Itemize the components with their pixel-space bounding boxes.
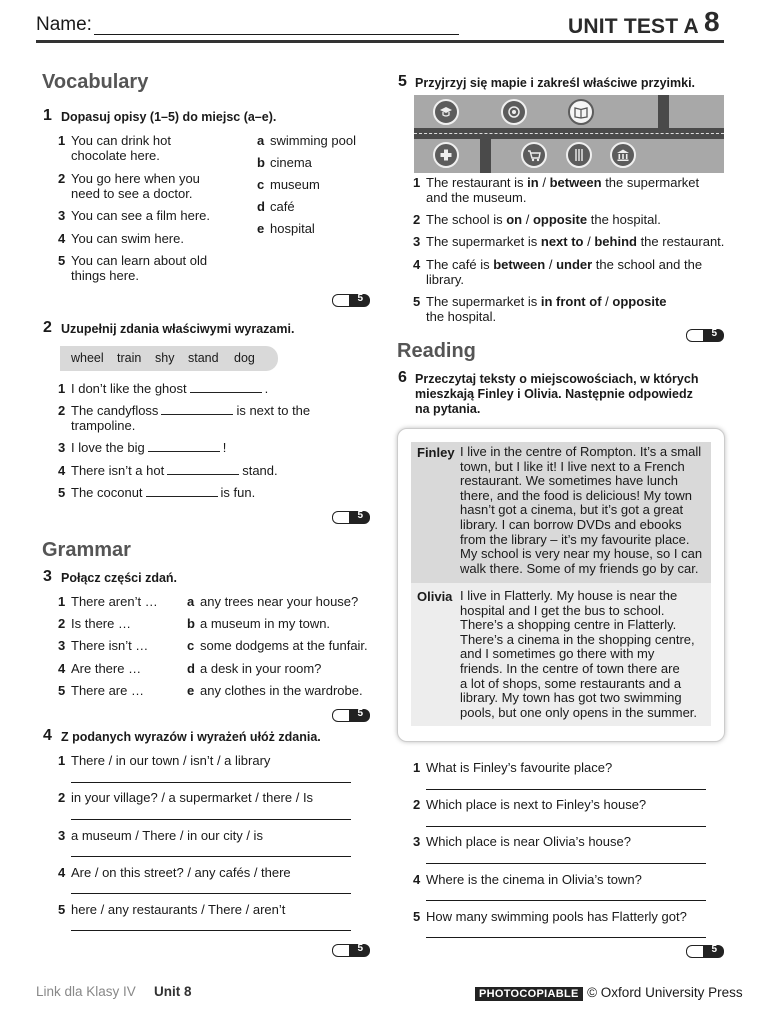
ex1-option: a swimming pool	[257, 133, 356, 148]
answer-line[interactable]	[426, 863, 706, 864]
preposition-choice[interactable]: next to	[540, 234, 584, 249]
ex1-option: c museum	[257, 177, 320, 192]
ex3-option: d a desk in your room?	[187, 661, 322, 676]
photocopiable-badge: PHOTOCOPIABLE	[475, 987, 583, 1001]
ex1-item: 2 You go here when you need to see a doctor.	[58, 171, 200, 201]
question-item: 2 Which place is next to Finley’s house?	[413, 797, 647, 812]
answer-blank[interactable]	[148, 440, 220, 452]
ex1-option: d café	[257, 199, 295, 214]
ex2-item: 1 I don’t like the ghost .	[58, 381, 269, 396]
answer-line[interactable]	[71, 893, 351, 894]
answer-line[interactable]	[71, 819, 351, 820]
ex5-item: 1 The restaurant is in / between the supermarket and the museum.	[413, 175, 700, 205]
cafe-icon	[566, 142, 592, 168]
reading-card	[397, 428, 725, 742]
word-option: wheel	[71, 351, 104, 365]
exercise-2-instruction: Uzupełnij zdania właściwymi wyrazami.	[61, 322, 295, 336]
score-box: 5	[332, 944, 370, 957]
ex2-item: 4 There isn’t a hot stand.	[58, 463, 278, 478]
name-input-line[interactable]	[94, 34, 459, 35]
score-box: 5	[332, 709, 370, 722]
exercise-6-instruction: Przeczytaj teksty o miejscowościach, w których mieszkają Finley i Olivia. Następnie odpowiedz na pytania.	[415, 372, 699, 416]
answer-blank[interactable]	[190, 381, 262, 393]
exercise-1-instruction: Dopasuj opisy (1–5) do miejsc (a–e).	[61, 110, 277, 124]
answer-line[interactable]	[426, 789, 706, 790]
ex5-item: 4 The café is between / under the school and the library.	[413, 257, 703, 287]
town-map	[414, 95, 724, 173]
word-option: train	[117, 351, 142, 365]
preposition-choice[interactable]: in	[527, 175, 539, 190]
exercise-2-number: 2	[43, 319, 52, 336]
finley-name: Finley	[417, 445, 455, 460]
answer-line[interactable]	[71, 782, 351, 783]
answer-line[interactable]	[71, 930, 351, 931]
grammar-title: Grammar	[42, 539, 131, 561]
school-icon	[433, 99, 459, 125]
answer-blank[interactable]	[167, 463, 239, 475]
ex4-item: 3 a museum / There / in our city / is	[58, 828, 263, 843]
hospital-icon	[433, 142, 459, 168]
ex3-option: e any clothes in the wardrobe.	[187, 683, 363, 698]
answer-line[interactable]	[71, 856, 351, 857]
road-markings	[414, 133, 724, 134]
ex1-item: 3 You can see a film here.	[58, 208, 210, 223]
ex4-item: 2 in your village? / a supermarket / there / Is	[58, 790, 314, 805]
ex4-item: 1 There / in our town / isn’t / a library	[58, 753, 271, 768]
ex5-item: 3 The supermarket is next to / behind the restaurant.	[413, 234, 725, 249]
ex3-item: 4 Are there …	[58, 661, 142, 676]
answer-blank[interactable]	[146, 485, 218, 497]
score-box: 5	[686, 329, 724, 342]
word-option: stand	[188, 351, 219, 365]
exercise-5-instruction: Przyjrzyj się mapie i zakreśl właściwe przyimki.	[415, 76, 696, 90]
preposition-choice[interactable]: opposite	[612, 294, 667, 309]
ex5-item: 5 The supermarket is in front of / opposite the hospital.	[413, 294, 667, 324]
word-option: dog	[234, 351, 255, 365]
header-rule	[36, 40, 724, 43]
preposition-choice[interactable]: on	[506, 212, 523, 227]
ex4-item: 5 here / any restaurants / There / aren’t	[58, 902, 286, 917]
ex3-item: 5 There are …	[58, 683, 144, 698]
question-item: 3 Which place is near Olivia’s house?	[413, 834, 631, 849]
answer-line[interactable]	[426, 900, 706, 901]
preposition-choice[interactable]: in front of	[540, 294, 602, 309]
preposition-choice[interactable]: under	[556, 257, 593, 272]
question-item: 4 Where is the cinema in Olivia’s town?	[413, 872, 642, 887]
copyright	[475, 984, 743, 1002]
question-item: 1 What is Finley’s favourite place?	[413, 760, 613, 775]
reading-title: Reading	[397, 340, 476, 362]
word-option: shy	[155, 351, 175, 365]
ex4-item: 4 Are / on this street? / any cafés / there	[58, 865, 291, 880]
museum-icon	[568, 99, 594, 125]
book-title: Link dla Klasy IV	[36, 984, 136, 999]
restaurant-icon	[501, 99, 527, 125]
ex1-item: 4 You can swim here.	[58, 231, 184, 246]
preposition-choice[interactable]: between	[493, 257, 546, 272]
answer-line[interactable]	[426, 937, 706, 938]
question-item: 5 How many swimming pools has Flatterly got?	[413, 909, 687, 924]
exercise-6-number: 6	[398, 369, 407, 386]
ex1-option: b cinema	[257, 155, 312, 170]
answer-line[interactable]	[426, 826, 706, 827]
unit-test-title: UNIT TEST A	[568, 15, 699, 38]
exercise-4-instruction: Z podanych wyrazów i wyrażeń ułóż zdania.	[61, 730, 321, 744]
map-road	[480, 128, 491, 173]
publisher: © Oxford University Press	[587, 985, 743, 1000]
ex3-item: 3 There isn’t …	[58, 638, 149, 653]
olivia-name: Olivia	[417, 589, 453, 604]
exercise-5-number: 5	[398, 73, 407, 90]
ex3-item: 2 Is there …	[58, 616, 131, 631]
ex1-item: 5 You can learn about old things here.	[58, 253, 208, 283]
preposition-choice[interactable]: opposite	[532, 212, 588, 227]
preposition-choice[interactable]: behind	[594, 234, 637, 249]
ex1-item: 1 You can drink hot chocolate here.	[58, 133, 171, 163]
ex3-option: b a museum in my town.	[187, 616, 331, 631]
ex3-item: 1 There aren’t …	[58, 594, 158, 609]
exercise-3-instruction: Połącz części zdań.	[61, 571, 178, 585]
score-box: 5	[332, 294, 370, 307]
ex5-item: 2 The school is on / opposite the hospital.	[413, 212, 661, 227]
supermarket-icon	[521, 142, 547, 168]
score-box: 5	[332, 511, 370, 524]
vocabulary-title: Vocabulary	[42, 71, 149, 93]
exercise-3-number: 3	[43, 568, 52, 585]
ex2-item: 5 The coconut is fun.	[58, 485, 256, 500]
ex1-option: e hospital	[257, 221, 315, 236]
ex2-item: 3 I love the big !	[58, 440, 227, 455]
ex3-option: c some dodgems at the funfair.	[187, 638, 368, 653]
cinema-icon	[610, 142, 636, 168]
word-box	[60, 346, 278, 371]
name-label: Name:	[36, 14, 92, 35]
finley-text: I live in the centre of Rompton. It’s a small town, but I like it! I live next to a French restaurant. We sometimes have lunch there, and the food is delicious! My town hasn’t got a cinema, but it’s got a great library. I can borrow DVDs and ebooks from the library – it’s my favourite place. My school is very near my house, so I can walk there. Some of my friends go by car.	[460, 444, 703, 576]
answer-blank[interactable]	[161, 403, 233, 415]
olivia-text: I live in Flatterly. My house is near the hospital and I get the bus to school. There’s a shopping centre in Flatterly. There’s a cinema in the shopping centre, and I sometimes go there with my friends. In the centre of town there are a lot of shops, some restaurants and a library. My town has got two swimming pools, but one only opens in the summer.	[460, 588, 698, 720]
unit-number: 8	[704, 6, 720, 37]
score-box: 5	[686, 945, 724, 958]
preposition-choice[interactable]: between	[549, 175, 602, 190]
exercise-4-number: 4	[43, 727, 52, 744]
ex2-item: 2 The candyfloss is next to the trampoline.	[58, 403, 311, 433]
footer-unit: Unit 8	[154, 984, 192, 999]
exercise-1-number: 1	[43, 107, 52, 124]
ex3-option: a any trees near your house?	[187, 594, 359, 609]
